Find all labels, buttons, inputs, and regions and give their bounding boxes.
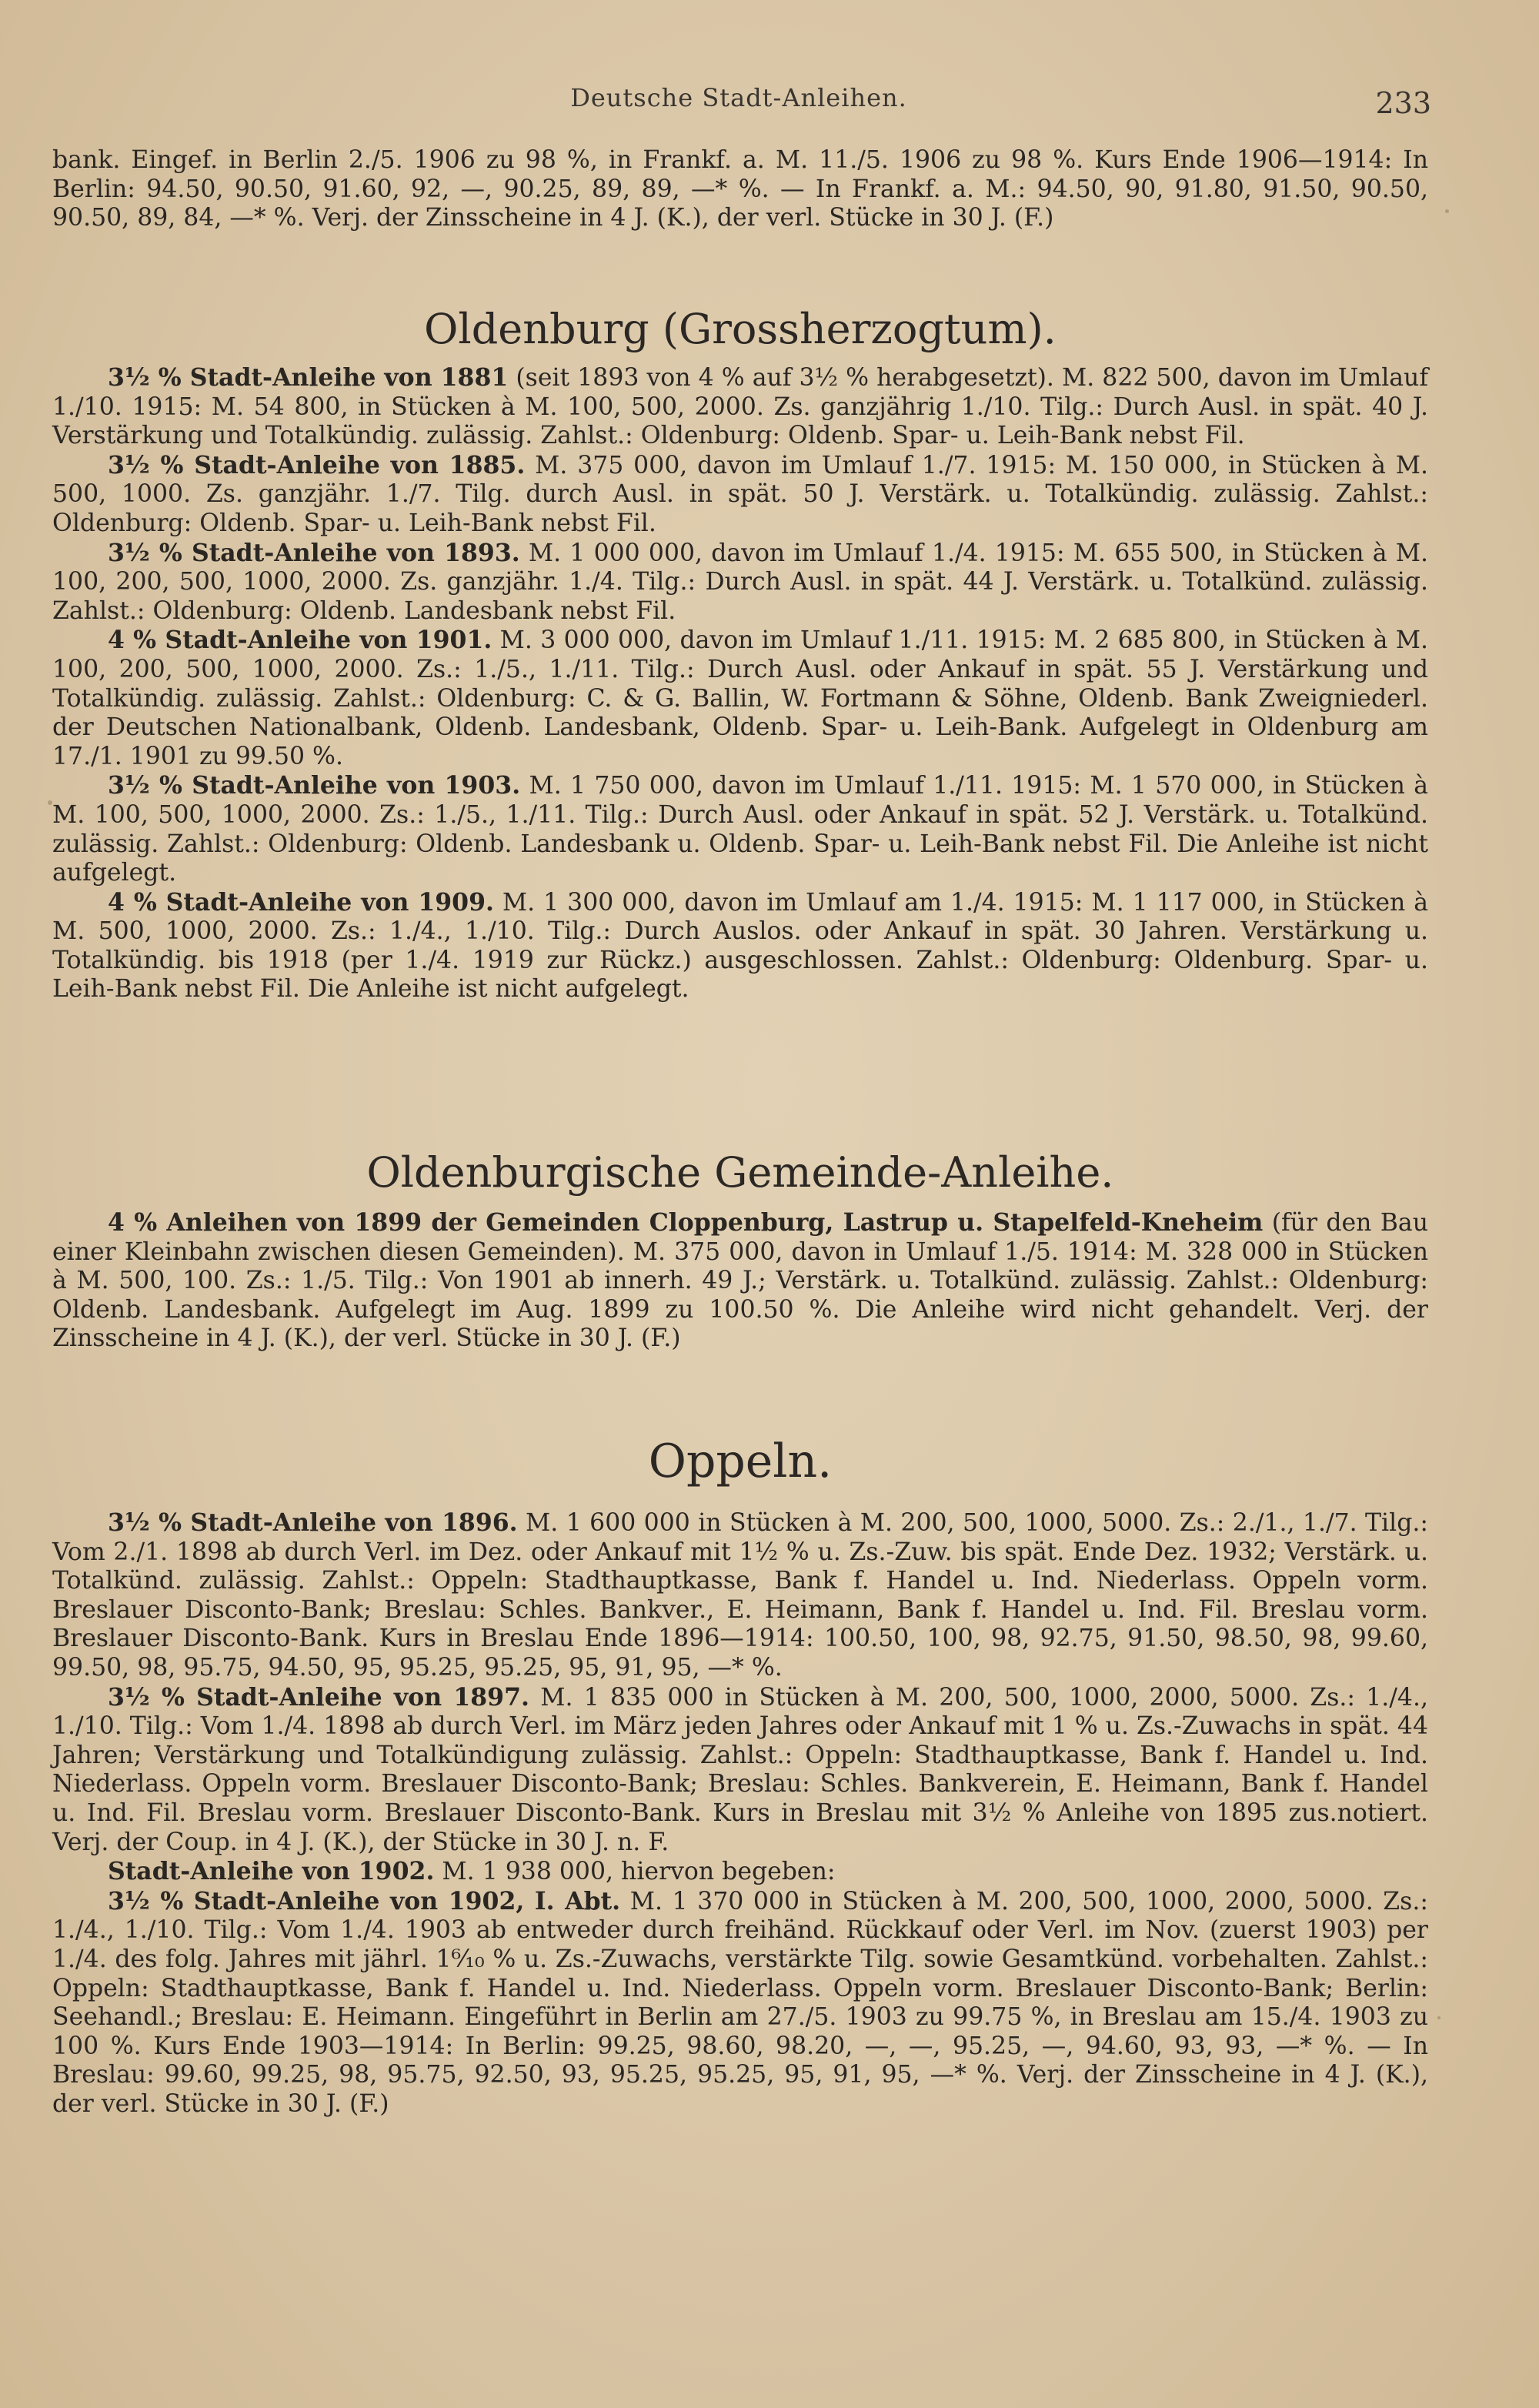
loan-entry [52,1887,1428,2119]
loan-title: 3½ % Stadt-Anleihe von 1881 [108,363,509,392]
loan-title: 4 % Stadt-Anleihe von 1901. [108,626,492,655]
loan-details: M. 375 000, davon im Umlauf 1./7. 1915: M. 150 000, in Stücken à M. 500, 1000. Zs. ganzjähr. 1./7. Tilg. durch Ausl. in spät. 50 J. Verstärk. u. Totalkündig. zulässig. Zahlst.: Oldenburg: Oldenb. Spar- u. Leih-Bank nebst Fil. [52,451,1428,537]
loan-details: (seit 1893 von 4 % auf 3½ % herabgesetzt). M. 822 500, davon im Umlauf 1./10. 1915: M. 54 800, in Stücken à M. 100, 500, 2000. Zs. ganzjährig 1./10. Tilg.: Durch Ausl. in spät. 40 J. Verstärkung und Totalkündig. zulässig. Zahlst.: Oldenburg: Oldenb. Spar- u. Leih-Bank nebst Fil. [52,364,1428,450]
section-oldenburg-body [52,363,1428,1004]
loan-entry [52,539,1428,626]
page-number: 233 [1375,86,1431,120]
loan-entry [52,451,1428,539]
section-title: Oldenburg (Grossherzogtum). [424,305,1057,353]
loan-entry [52,626,1428,771]
loan-title: 4 % Anleihen von 1899 der Gemeinden Cloppenburg, Lastrup u. Stapelfeld-Kneheim [108,1208,1264,1237]
loan-title: 4 % Stadt-Anleihe von 1909. [108,887,494,917]
loan-title: 3½ % Stadt-Anleihe von 1903. [108,771,521,800]
loan-details: M. 1 300 000, davon im Umlauf am 1./4. 1915: M. 1 117 000, in Stücken à M. 500, 1000, 2000. Zs.: 1./4., 1./10. Tilg.: Durch Auslos. oder Ankauf in spät. 30 Jahren. Verstärkung u. Totalkündig. bis 1918 (per 1./4. 1919 zur Rückz.) ausgeschlossen. Zahlst.: Oldenburg: Oldenburg. Spar- u. Leih-Bank nebst Fil. Die Anleihe ist nicht aufgelegt. [52,888,1429,1004]
loan-title: 3½ % Stadt-Anleihe von 1896. [108,1508,518,1537]
loan-entry [52,1683,1428,1858]
loan-details: M. 1 370 000 in Stücken à M. 200, 500, 1000, 2000, 5000. Zs.: 1./4., 1./10. Tilg.: Vom 1./4. 1903 ab entweder durch freihänd. Rückkauf oder Verl. im Nov. (zuerst 1903) per 1./4. des folg. Jahres mit jährl. 1⁶⁄₁₀ % u. Zs.-Zuwachs, verstärkte Tilg. sowie Gesamtkünd. vorbehalten. Zahlst.: Oppeln: Stadthauptkasse, Bank f. Handel u. Ind. Niederlass. Oppeln vorm. Breslauer Disconto-Bank; Berlin: Seehandl.; Breslau: E. Heimann. Eingeführt in Berlin am 27./5. 1903 zu 99.75 %, in Breslau am 15./4. 1903 zu 100 %. Kurs Ende 1903—1914: In Berlin: 99.25, 98.60, 98.20, —, —, 95.25, —, 94.60, 93, 93, —* %. — In Breslau: 99.60, 99.25, 98, 95.75, 92.50, 93, 95.25, 95.25, 95, 91, 95, —* %. Verj. der Zinsscheine in 4 J. (K.), der verl. Stücke in 30 J. (F.) [52,1887,1428,2118]
loan-entry [52,1508,1428,1683]
loan-entry [52,363,1428,451]
running-title: Deutsche Stadt-Anleihen. [570,83,907,112]
loan-details: M. 1 750 000, davon im Umlauf 1./11. 1915: M. 1 570 000, in Stücken à M. 100, 500, 1000, 2000. Zs.: 1./5., 1./11. Tilg.: Durch Ausl. oder Ankauf in spät. 52 J. Verstärk. u. Totalkünd. zulässig. Zahlst.: Oldenburg: Oldenb. Landesbank u. Oldenb. Spar- u. Leih-Bank nebst Fil. Die Anleihe ist nicht aufgelegt. [52,772,1428,887]
section-title: Oppeln. [648,1434,833,1488]
loan-title: 3½ % Stadt-Anleihe von 1897. [108,1682,529,1712]
section-oppeln-body [52,1508,1428,2119]
loan-details: M. 1 835 000 in Stücken à M. 200, 500, 1000, 2000, 5000. Zs.: 1./4., 1./10. Tilg.: Vom 1./4. 1898 ab durch Verl. im März jeden Jahres oder Ankauf mit 1 % u. Zs.-Zuwachs in spät. 44 Jahren; Verstärkung und Totalkündigung zulässig. Zahlst.: Oppeln: Stadthauptkasse, Bank f. Handel u. Ind. Niederlass. Oppeln vorm. Breslauer Disconto-Bank; Breslau: Schles. Bankverein, E. Heimann, Bank f. Handel u. Ind. Fil. Breslau vorm. Breslauer Disconto-Bank. Kurs in Breslau mit 3½ % Anleihe von 1895 zus.notiert. Verj. der Coup. in 4 J. (K.), der Stücke in 30 J. n. F. [52,1683,1428,1856]
section-oppeln [52,1436,1428,1487]
intro-block [52,146,1428,233]
loan-entry [52,771,1428,887]
loan-title: 3½ % Stadt-Anleihe von 1902, I. Abt. [108,1886,621,1915]
loan-entry [52,888,1428,1004]
section-gemeinde-body [52,1208,1428,1354]
loan-details: M. 3 000 000, davon im Umlauf 1./11. 1915: M. 2 685 800, in Stücken à M. 100, 200, 500, 1000, 2000. Zs.: 1./5., 1./11. Tilg.: Durch Ausl. oder Ankauf in spät. 55 J. Verstärkung und Totalkündig. zulässig. Zahlst.: Oldenburg: C. & G. Ballin, W. Fortmann & Söhne, Oldenb. Bank Zweigniederl. der Deutschen Nationalbank, Oldenb. Landesbank, Oldenb. Spar- u. Leih-Bank. Aufgelegt in Oldenburg am 17./1. 1901 zu 99.50 %. [52,626,1428,770]
paper-speck [1445,209,1449,213]
intro-paragraph: bank. Eingef. in Berlin 2./5. 1906 zu 98 %, in Frankf. a. M. 11./5. 1906 zu 98 %. Kurs Ende 1906—1914: In Berlin: 94.50, 90.50, 91.60, 92, —, 90.25, 89, 89, —* %. — In Frankf. a. M.: 94.50, 90, 91.80, 91.50, 90.50, 90.50, 89, 84, —* %. Verj. der Zinsscheine in 4 J. (K.), der verl. Stücke in 30 J. (F.) [52,146,1428,232]
loan-details: M. 1 938 000, hiervon begeben: [434,1858,836,1886]
loan-title: Stadt-Anleihe von 1902. [108,1857,435,1886]
paper-speck [1437,2016,1441,2019]
loan-details: M. 1 000 000, davon im Umlauf 1./4. 1915: M. 655 500, in Stücken à M. 100, 200, 500, 1000, 2000. Zs. ganzjähr. 1./4. Tilg.: Durch Ausl. in spät. 44 J. Verstärk. u. Totalkünd. zulässig. Zahlst.: Oldenburg: Oldenb. Landesbank nebst Fil. [52,539,1428,625]
section-title: Oldenburgische Gemeinde-Anleihe. [366,1148,1114,1197]
loan-title: 3½ % Stadt-Anleihe von 1885. [108,450,526,479]
loan-title: 3½ % Stadt-Anleihe von 1893. [108,538,520,567]
loan-details: M. 1 600 000 in Stücken à M. 200, 500, 1000, 5000. Zs.: 2./1., 1./7. Tilg.: Vom 2./1. 1898 ab durch Verl. im Dez. oder Ankauf mit 1½ % u. Zs.-Zuw. bis spät. Ende Dez. 1932; Verstärk. u. Totalkünd. zulässig. Zahlst.: Oppeln: Stadthauptkasse, Bank f. Handel u. Ind. Niederlass. Oppeln vorm. Breslauer Disconto-Bank; Breslau: Schles. Bankver., E. Heimann, Bank f. Handel u. Ind. Fil. Breslau vorm. Breslauer Disconto-Bank. Kurs in Breslau Ende 1896—1914: 100.50, 100, 98, 92.75, 91.50, 98.50, 98, 99.60, 99.50, 98, 95.75, 94.50, 95, 95.25, 95.25, 95, 91, 95, —* %. [52,1509,1428,1682]
loan-entry [52,1208,1428,1354]
section-oldenburg [52,306,1428,352]
section-gemeinde [52,1150,1428,1196]
page-header [46,83,1431,122]
loan-details: (für den Bau einer Kleinbahn zwischen diesen Gemeinden). M. 375 000, davon in Umlauf 1./5. 1914: M. 328 000 in Stücken à M. 500, 100. Zs.: 1./5. Tilg.: Von 1901 ab innerh. 49 J.; Verstärk. u. Totalkünd. zulässig. Zahlst.: Oldenburg: Oldenb. Landesbank. Aufgelegt im Aug. 1899 zu 100.50 %. Die Anleihe wird nicht gehandelt. Verj. der Zinsscheine in 4 J. (K.), der verl. Stücke in 30 J. (F.) [52,1209,1428,1353]
loan-entry [52,1857,1428,1887]
